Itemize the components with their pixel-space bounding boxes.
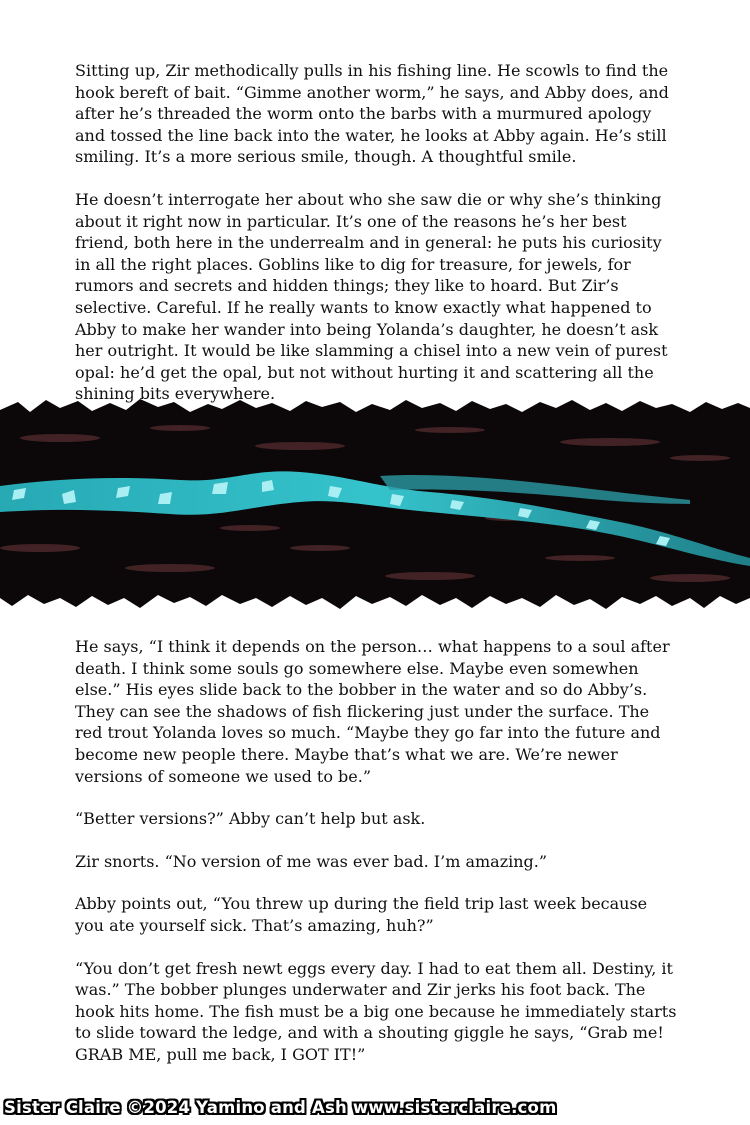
copyright-credit: Sister Claire ©2024 Yamino and Ash www.sisterclaire.com [4, 1098, 557, 1117]
story-paragraph: He says, “I think it depends on the person… what happens to a soul after death. I think some souls go somewhere else. Maybe even somewhen else.” His eyes slide back to the bobber in the water and so do Abby’s. They can see the shadows of fish flickering just under the surface. The red trout Yolanda loves so much. “Maybe they go far into the future and become new people there. Maybe that’s what we are. We’re newer versions of someone we used to be.” [75, 637, 670, 786]
story-paragraph: “Better versions?” Abby can’t help but ask. [75, 809, 426, 829]
opal-vein-illustration [0, 398, 750, 610]
story-text-bottom [75, 636, 681, 1087]
story-paragraph: Abby points out, “You threw up during the field trip last week because you ate yourself sick. That’s amazing, huh?” [75, 894, 648, 935]
story-paragraph: Sitting up, Zir methodically pulls in his fishing line. He scowls to find the hook bereft of bait. “Gimme another worm,” he says, and Abby does, and after he’s threaded the worm onto the barbs with a murmured apology and tossed the line back into the water, he looks at Abby again. He’s still smiling. It’s a more serious smile, though. A thoughtful smile. [75, 61, 669, 167]
story-paragraph: He doesn’t interrogate her about who she saw die or why she’s thinking about it right now in particular. It’s one of the reasons he’s her best friend, both here in the underrealm and in general: he puts his curiosity in all the right places. Goblins like to dig for treasure, for jewels, for rumors and secrets and hidden things; they like to hoard. But Zir’s selective. Careful. If he really wants to know exactly what happened to Abby to make her wander into being Yolanda’s daughter, he doesn’t ask her outright. It would be like slamming a chisel into a new vein of purest opal: he’d get the opal, but not without hurting it and scattering all the shining bits everywhere. [75, 189, 668, 404]
story-paragraph: Zir snorts. “No version of me was ever bad. I’m amazing.” [75, 851, 548, 871]
story-paragraph: “You don’t get fresh newt eggs every day. I had to eat them all. Destiny, it was.” The bobber plunges underwater and Zir jerks his foot back. The hook hits home. The fish must be a big one because he immediately starts to slide toward the ledge, and with a shouting giggle he says, “Grab me! GRAB ME, pull me back, I GOT IT!” [75, 958, 677, 1064]
story-text-top [75, 60, 681, 426]
